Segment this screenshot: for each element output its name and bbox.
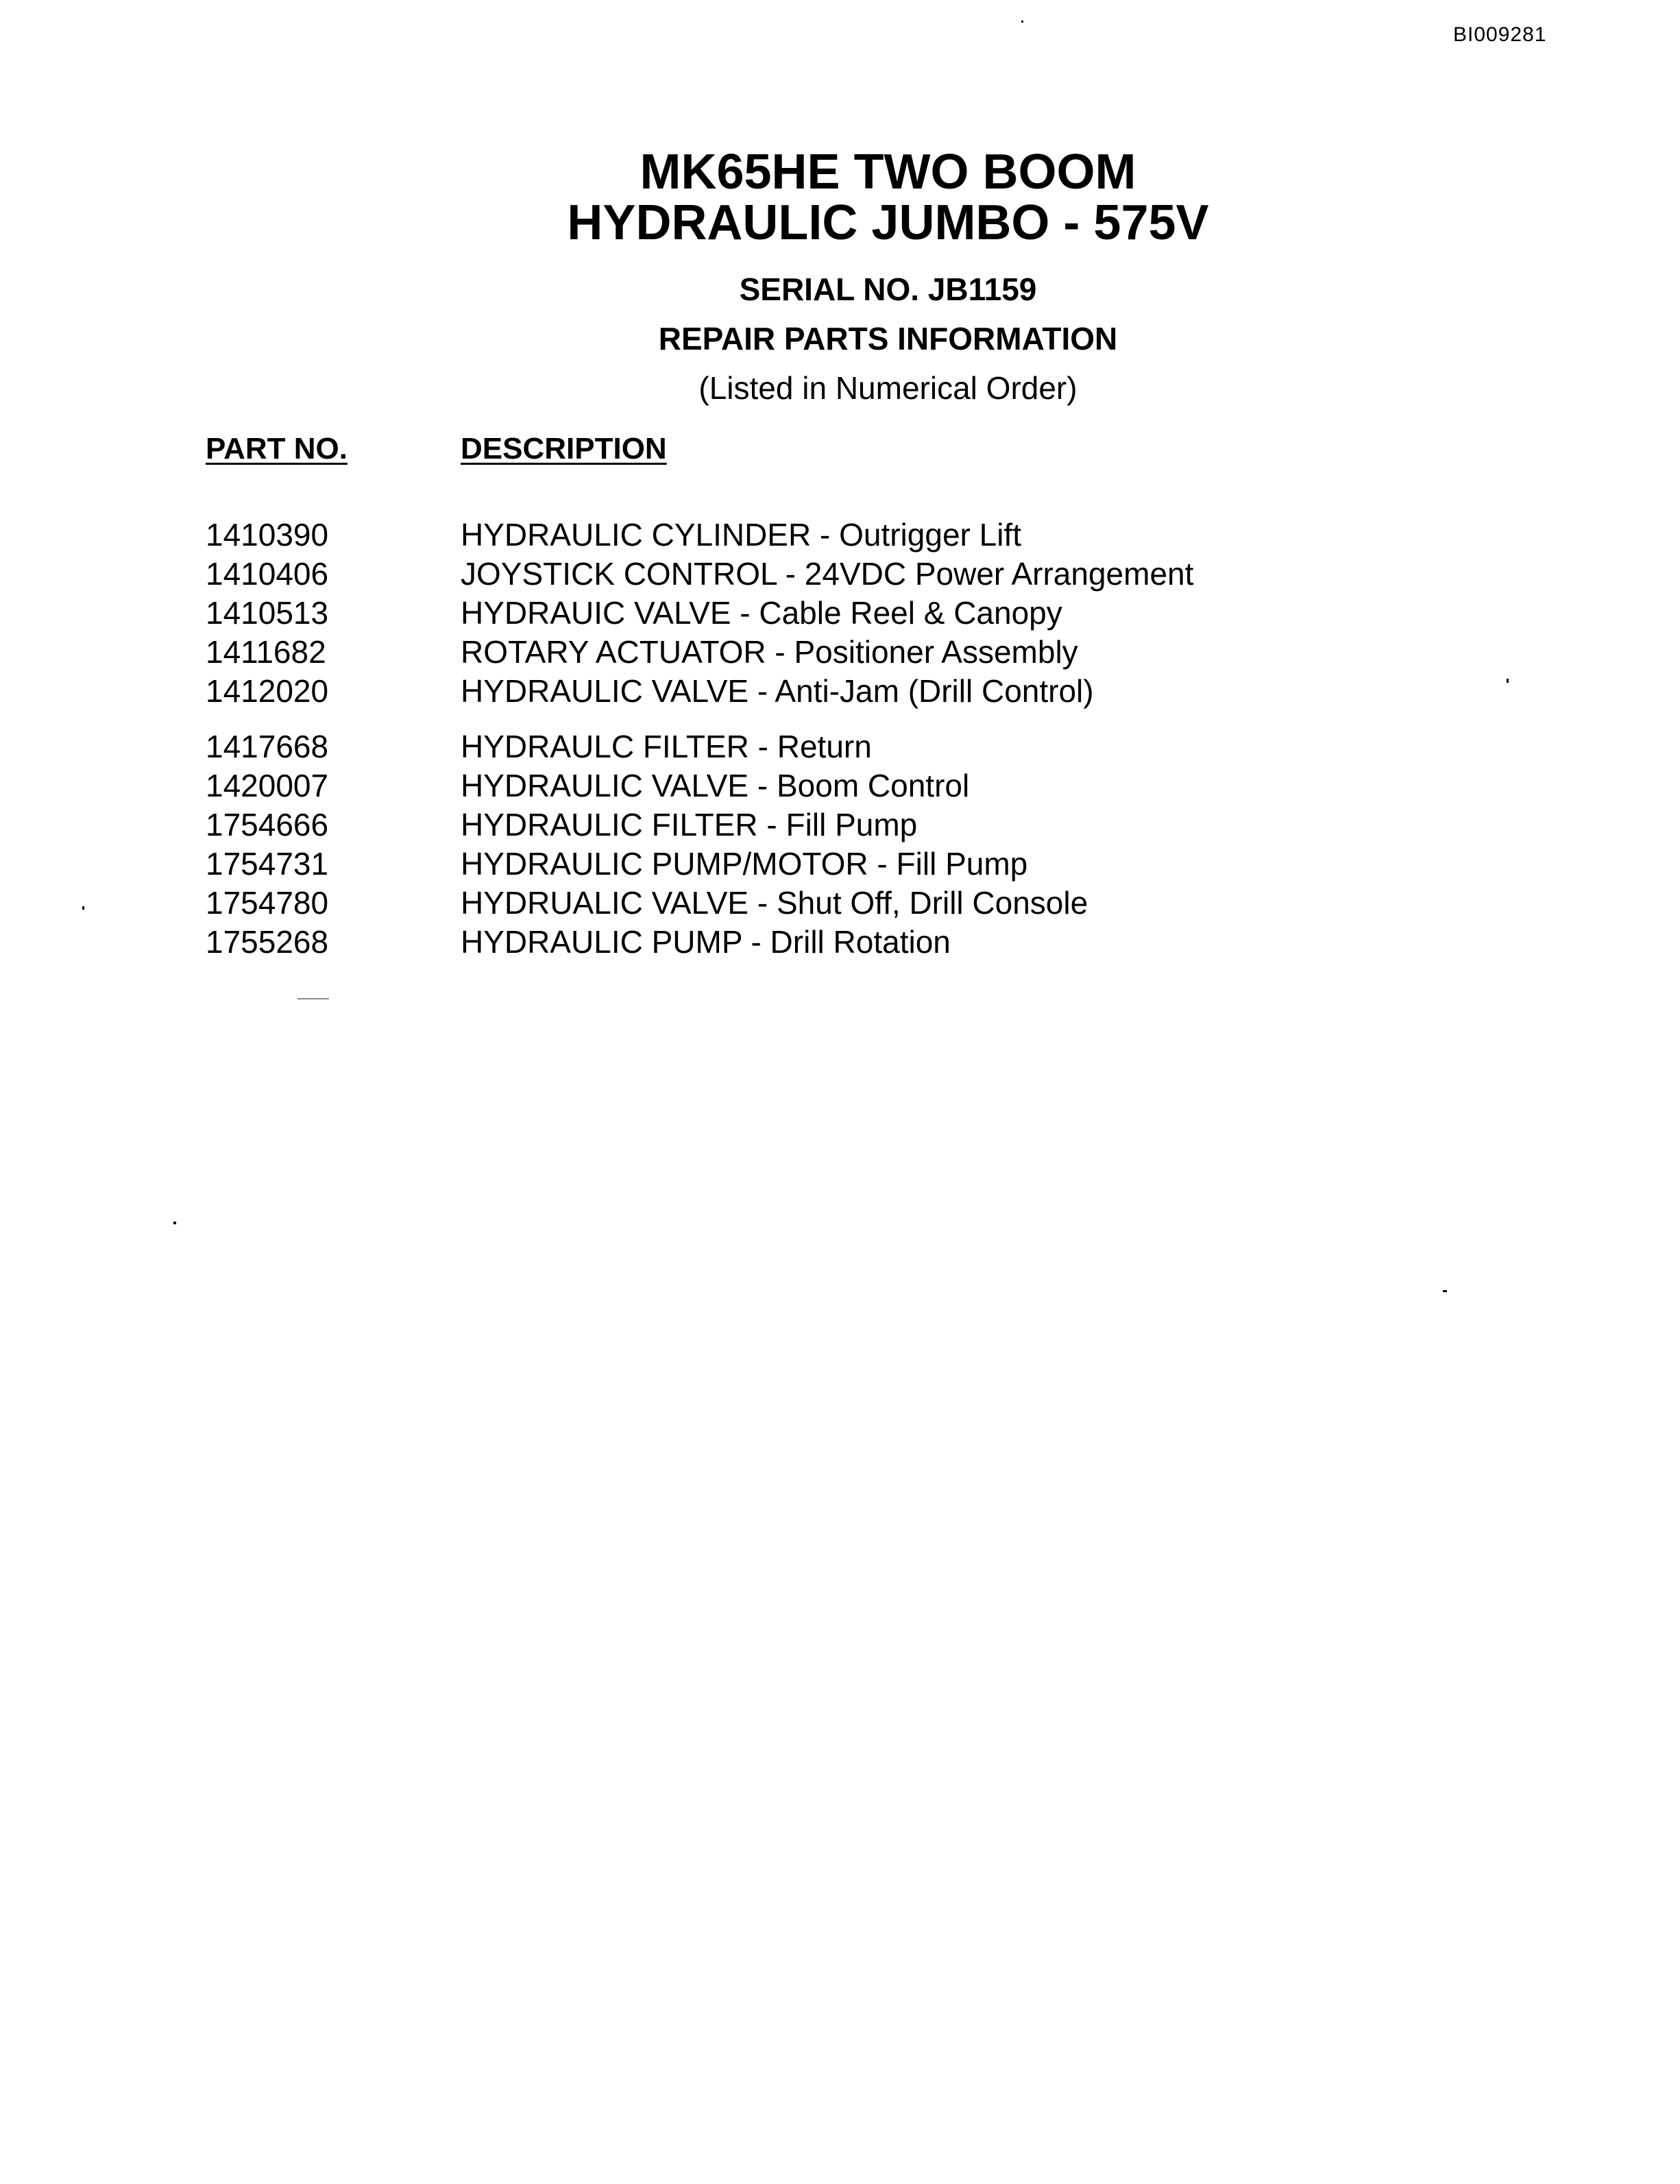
part-description: HYDRAULIC PUMP - Drill Rotation xyxy=(461,924,951,960)
column-header-description: DESCRIPTION xyxy=(461,432,667,465)
scan-speck xyxy=(297,998,329,999)
scan-speck xyxy=(1443,1290,1447,1292)
part-number: 1411682 xyxy=(206,634,326,670)
part-description: HYDRAULIC VALVE - Anti-Jam (Drill Control) xyxy=(461,673,1094,709)
part-number: 1412020 xyxy=(206,673,329,709)
part-description: HYDRAULIC VALVE - Boom Control xyxy=(461,768,970,803)
scan-speck xyxy=(173,1222,176,1224)
part-number: 1410406 xyxy=(206,556,329,592)
part-description: JOYSTICK CONTROL - 24VDC Power Arrangement xyxy=(461,556,1194,592)
section-heading: REPAIR PARTS INFORMATION xyxy=(658,321,1118,356)
scan-speck xyxy=(1021,21,1023,23)
part-number: 1754666 xyxy=(206,807,329,842)
part-description: HYDRAULIC PUMP/MOTOR - Fill Pump xyxy=(461,846,1028,882)
document-id: BI009281 xyxy=(1453,23,1547,46)
serial-number: SERIAL NO. JB1159 xyxy=(739,271,1037,307)
part-description: HYDRAUIC VALVE - Cable Reel & Canopy xyxy=(461,595,1062,631)
part-description: ROTARY ACTUATOR - Positioner Assembly xyxy=(461,634,1078,670)
scan-speck xyxy=(1507,679,1509,683)
part-number: 1410390 xyxy=(206,517,329,553)
part-description: HYDRAULIC CYLINDER - Outrigger Lift xyxy=(461,517,1021,553)
part-number: 1417668 xyxy=(206,729,329,764)
part-number: 1754731 xyxy=(206,846,329,882)
part-number: 1420007 xyxy=(206,768,329,803)
column-header-part-no: PART NO. xyxy=(206,432,348,465)
title-line-1: MK65HE TWO BOOM xyxy=(640,145,1136,199)
order-note: (Listed in Numerical Order) xyxy=(698,370,1078,406)
title-line-2: HYDRAULIC JUMBO - 575V xyxy=(567,195,1209,250)
part-description: HYDRAULC FILTER - Return xyxy=(461,729,872,764)
scan-speck xyxy=(82,906,84,910)
part-number: 1755268 xyxy=(206,924,329,960)
part-description: HYDRUALIC VALVE - Shut Off, Drill Console xyxy=(461,885,1088,921)
part-number: 1754780 xyxy=(206,885,329,921)
part-description: HYDRAULIC FILTER - Fill Pump xyxy=(461,807,918,842)
part-number: 1410513 xyxy=(206,595,329,631)
document-header xyxy=(0,147,1680,404)
